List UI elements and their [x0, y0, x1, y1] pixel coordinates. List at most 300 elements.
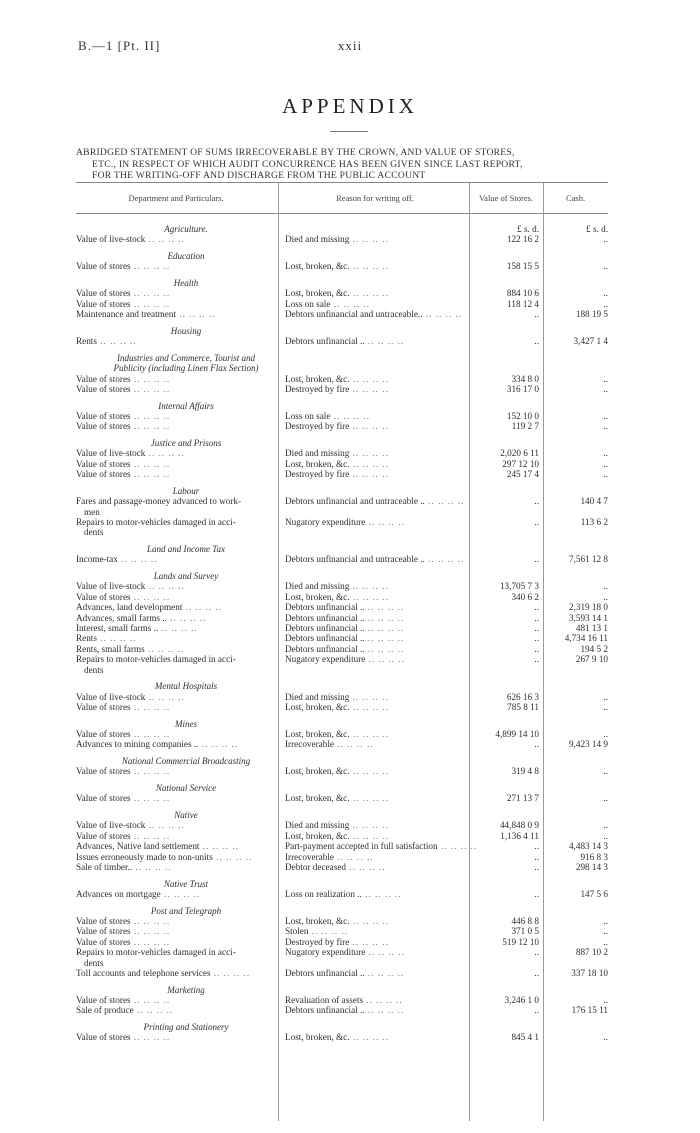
leader-dots: .. .. .. .. — [130, 261, 171, 272]
row-reason: Destroyed by fire .. .. .. .. — [285, 384, 389, 394]
row-particulars: Sale of timber.. .. .. .. .. — [76, 862, 172, 872]
leader-dots: .. .. .. .. — [130, 916, 171, 926]
row-particulars: Value of stores .. .. .. .. — [76, 995, 171, 1005]
row-reason: Nugatory expenditure .. .. .. .. — [285, 654, 405, 665]
row-particulars: Repairs to motor-vehicles damaged in acci- — [76, 517, 236, 527]
leader-dots: .. .. .. .. — [130, 766, 171, 777]
leader-dots: .. .. .. .. — [130, 288, 171, 299]
leader-dots: .. .. .. .. — [130, 298, 171, 309]
row-value-of-stores: .. — [534, 1005, 539, 1016]
leader-dots: .. .. .. .. — [364, 623, 405, 633]
leader-dots: .. .. .. .. — [349, 691, 389, 702]
row-value-of-stores: .. — [534, 643, 539, 654]
leader-dots: .. .. .. .. — [349, 288, 390, 299]
section-heading: Mental Hospitals — [154, 681, 218, 692]
leader-dots: .. .. .. .. — [130, 936, 171, 947]
row-cash: .. — [603, 421, 608, 432]
leader-dots: .. .. .. .. — [333, 851, 374, 862]
leader-dots: .. .. .. .. — [133, 1005, 174, 1016]
row-particulars: Interest, small farms .. .. .. .. .. — [76, 623, 198, 633]
section-heading: Health — [173, 278, 199, 288]
leader-dots: .. .. .. .. — [176, 309, 216, 320]
row-particulars: Income-tax .. .. .. .. — [76, 554, 158, 565]
leader-dots: .. .. .. .. — [130, 995, 171, 1005]
leader-dots: .. .. .. .. — [349, 469, 389, 480]
row-reason: Lost, broken, &c. .. .. .. .. — [285, 916, 390, 926]
leader-dots: .. .. .. .. — [130, 373, 171, 384]
leader-dots: .. .. .. .. — [330, 298, 370, 309]
row-reason: Debtors unfinancial .. .. .. .. .. — [285, 968, 405, 978]
row-value-of-stores: 158 15 5 — [506, 261, 539, 272]
row-cash: 9,423 14 9 — [568, 739, 608, 750]
leader-dots: .. .. .. .. — [349, 936, 389, 947]
leader-dots: .. .. .. .. — [130, 384, 171, 394]
row-reason: Destroyed by fire .. .. .. .. — [285, 421, 389, 432]
leader-dots: .. .. .. .. — [145, 691, 185, 702]
row-value-of-stores: 13,705 7 3 — [499, 581, 539, 592]
row-cash: .. — [603, 691, 608, 702]
leader-dots: .. .. .. .. — [308, 926, 349, 937]
row-reason: Loss on sale .. .. .. .. — [285, 298, 370, 309]
row-value-of-stores: .. — [534, 496, 539, 507]
leader-dots: .. .. .. .. — [333, 739, 374, 750]
leader-dots: .. .. .. .. — [349, 421, 389, 432]
row-cash: .. — [603, 298, 608, 309]
leader-dots: .. .. .. .. — [130, 729, 171, 739]
row-value-of-stores: .. — [534, 968, 539, 978]
row-reason: Irrecoverable .. .. .. .. — [285, 739, 374, 750]
leader-dots: .. .. .. .. — [210, 968, 251, 978]
row-value-of-stores: 319 4 8 — [511, 766, 539, 777]
section-heading: Labour — [172, 485, 200, 496]
leader-dots: .. .. .. .. — [130, 411, 171, 421]
row-particulars: Value of live-stock .. .. .. .. — [76, 820, 185, 831]
row-particulars: Rents .. .. .. .. — [76, 633, 137, 644]
leader-dots: .. .. .. .. — [96, 336, 137, 347]
row-cash: 3,427 1 4 — [573, 336, 608, 347]
leader-dots: .. .. .. .. — [130, 458, 171, 469]
row-reason: Lost, broken, &c. .. .. .. .. — [285, 288, 390, 299]
leader-dots: .. .. .. .. — [424, 554, 465, 565]
leader-dots: .. .. .. .. — [364, 612, 405, 623]
leader-dots: .. .. .. .. — [145, 448, 185, 459]
row-particulars: Repairs to motor-vehicles damaged in acci- — [76, 654, 236, 665]
row-particulars: Value of stores .. .. .. .. — [76, 702, 171, 712]
row-particulars: Value of stores .. .. .. .. — [76, 793, 171, 804]
row-cash: 3,593 14 1 — [568, 612, 608, 623]
row-particulars: Issues erroneously made to non-units .. .. .. .. — [76, 851, 253, 862]
leader-dots: .. .. .. .. — [330, 411, 370, 421]
row-reason: Lost, broken, &c. .. .. .. .. — [285, 591, 390, 602]
section-heading: Native Trust — [163, 878, 209, 889]
leader-dots: .. .. .. .. — [166, 612, 207, 623]
section-heading: Publicity (including Linen Flax Section) — [113, 363, 259, 374]
leader-dots: .. .. .. .. — [182, 602, 222, 613]
section-heading: National Service — [155, 783, 217, 793]
row-value-of-stores: 122 16 2 — [506, 234, 539, 245]
leader-dots: .. .. .. .. — [349, 793, 390, 804]
row-value-of-stores: .. — [534, 336, 539, 347]
section-heading: Printing and Stationery — [143, 1022, 229, 1032]
leader-dots: .. .. .. .. — [130, 702, 171, 712]
row-reason: Debtors unfinancial and untraceable.. .. .. .. .. — [285, 309, 463, 320]
column-header-reason: Reason for writing off. — [336, 193, 414, 203]
row-cash: 147 5 6 — [580, 889, 608, 899]
row-value-of-stores: 446 8 8 — [511, 916, 539, 926]
row-cash: .. — [603, 820, 608, 831]
leader-dots: .. .. .. .. — [364, 336, 405, 347]
row-value-of-stores: .. — [534, 889, 539, 899]
row-particulars: Rents, small farms .. .. .. .. — [76, 643, 185, 654]
leader-dots: .. .. .. .. — [349, 261, 390, 272]
row-cash: 140 4 7 — [580, 496, 608, 507]
row-cash: .. — [603, 729, 608, 739]
row-value-of-stores: .. — [534, 633, 539, 644]
leader-dots: .. .. .. .. — [364, 643, 405, 654]
row-particulars: Value of stores .. .. .. .. — [76, 384, 171, 394]
row-reason: Nugatory expenditure .. .. .. .. — [285, 947, 405, 958]
row-particulars: Value of stores .. .. .. .. — [76, 926, 171, 937]
row-particulars: Sale of produce .. .. .. .. — [76, 1005, 174, 1016]
row-reason: Destroyed by fire .. .. .. .. — [285, 469, 389, 480]
row-value-of-stores: 297 12 10 — [502, 458, 539, 469]
row-value-of-stores: 334 8 0 — [511, 373, 539, 384]
row-particulars: Value of live-stock .. .. .. .. — [76, 448, 185, 459]
section-heading: Education — [167, 251, 205, 261]
row-particulars: Value of live-stock .. .. .. .. — [76, 691, 185, 702]
row-value-of-stores: 316 17 0 — [506, 384, 539, 394]
row-cash: 337 18 10 — [571, 968, 608, 978]
leader-dots: .. .. .. .. — [130, 793, 171, 804]
row-cash: .. — [603, 261, 608, 272]
row-particulars-continued: men — [84, 506, 100, 517]
row-reason: Died and missing .. .. .. .. — [285, 820, 389, 831]
row-reason: Lost, broken, &c. .. .. .. .. — [285, 261, 390, 272]
row-cash: 267 9 10 — [575, 654, 608, 665]
row-particulars: Maintenance and treatment .. .. .. .. — [76, 309, 216, 320]
row-particulars: Value of stores .. .. .. .. — [76, 916, 171, 926]
row-reason: Died and missing .. .. .. .. — [285, 448, 389, 459]
leader-dots: .. .. .. .. — [437, 841, 478, 852]
row-reason: Debtors unfinancial .. .. .. .. .. — [285, 1005, 405, 1016]
leader-dots: .. .. .. .. — [349, 830, 390, 841]
row-reason: Lost, broken, &c. .. .. .. .. — [285, 766, 390, 777]
row-cash: .. — [603, 234, 608, 245]
row-value-of-stores: .. — [534, 602, 539, 613]
row-value-of-stores: 884 10 6 — [506, 288, 539, 299]
row-particulars: Value of stores .. .. .. .. — [76, 373, 171, 384]
row-cash: 176 15 11 — [571, 1005, 608, 1016]
column-header-stores: Value of Stores. — [478, 193, 534, 203]
row-reason: Debtors unfinancial and untraceable .. .. .. .. .. — [285, 554, 465, 565]
section-heading: Native — [174, 810, 198, 820]
row-cash: .. — [603, 411, 608, 421]
row-particulars: Repairs to motor-vehicles damaged in acci- — [76, 947, 236, 958]
leader-dots: .. .. .. .. — [349, 448, 389, 459]
row-reason: Lost, broken, &c. .. .. .. .. — [285, 373, 390, 384]
section-heading: Lands and Survey — [153, 571, 219, 581]
row-reason: Destroyed by fire .. .. .. .. — [285, 936, 389, 947]
section-heading: Agriculture. — [164, 224, 208, 234]
leader-dots: .. .. .. .. — [198, 739, 239, 750]
row-reason: Died and missing .. .. .. .. — [285, 691, 389, 702]
leader-dots: .. .. .. .. — [349, 820, 389, 831]
leader-dots: .. .. .. .. — [363, 995, 403, 1005]
row-reason: Lost, broken, &c. .. .. .. .. — [285, 793, 390, 804]
row-value-of-stores: .. — [534, 554, 539, 565]
row-cash: .. — [603, 581, 608, 592]
row-reason: Died and missing .. .. .. .. — [285, 581, 389, 592]
row-reason: Nugatory expenditure .. .. .. .. — [285, 517, 405, 527]
leader-dots: .. .. .. .. — [349, 1032, 390, 1043]
row-cash: 887 10 2 — [575, 947, 608, 958]
row-particulars: Advances to mining companies .. .. .. .. .. — [76, 739, 239, 750]
row-value-of-stores: .. — [534, 862, 539, 872]
row-value-of-stores: 1,136 4 11 — [500, 830, 539, 841]
row-particulars: Fares and passage-money advanced to work- — [76, 496, 242, 507]
row-value-of-stores: 4,899 14 10 — [495, 729, 539, 739]
leader-dots: .. .. .. .. — [145, 581, 185, 592]
row-particulars: Value of stores .. .. .. .. — [76, 936, 171, 947]
leader-dots: .. .. .. .. — [345, 862, 386, 872]
section-heading: Land and Income Tax — [147, 544, 225, 554]
row-value-of-stores: .. — [534, 654, 539, 665]
row-cash: .. — [603, 384, 608, 394]
row-reason: Revaluation of assets .. .. .. .. — [285, 995, 403, 1005]
row-value-of-stores: 271 13 7 — [506, 793, 539, 804]
row-particulars: Value of stores .. .. .. .. — [76, 766, 171, 777]
leader-dots: .. .. .. .. — [364, 602, 405, 613]
row-cash: 7,561 12 8 — [568, 554, 608, 565]
row-cash: .. — [603, 916, 608, 926]
row-value-of-stores: .. — [534, 623, 539, 633]
statement-heading-line-1: ABRIDGED STATEMENT OF SUMS IRRECOVERABLE BY THE CROWN, AND VALUE OF STORES, — [76, 147, 515, 158]
leader-dots: .. .. .. .. — [130, 591, 171, 602]
row-particulars: Toll accounts and telephone services .. .. .. .. — [76, 968, 251, 978]
running-header-reference: B.—1 [Pt. II] — [78, 38, 161, 53]
row-value-of-stores: 245 17 4 — [506, 469, 539, 480]
leader-dots: .. .. .. .. — [422, 309, 463, 320]
row-cash: 4,734 16 11 — [564, 633, 608, 644]
stores-units: £ s. d. — [517, 224, 539, 234]
leader-dots: .. .. .. .. — [160, 889, 201, 899]
leader-dots: .. .. .. .. — [132, 862, 172, 872]
row-particulars: Value of stores .. .. .. .. — [76, 458, 171, 469]
row-particulars: Value of stores .. .. .. .. — [76, 1032, 171, 1043]
statement-heading-line-2: ETC., IN RESPECT OF WHICH AUDIT CONCURRENCE HAS BEEN GIVEN SINCE LAST REPORT, — [92, 158, 523, 170]
row-reason: Irrecoverable .. .. .. .. — [285, 851, 374, 862]
leader-dots: .. .. .. .. — [364, 968, 405, 978]
leader-dots: .. .. .. .. — [212, 851, 253, 862]
row-cash: .. — [603, 936, 608, 947]
section-heading: Industries and Commerce, Tourist and — [116, 352, 256, 363]
leader-dots: .. .. .. .. — [349, 373, 390, 384]
column-divider-2 — [469, 183, 470, 1121]
statement-heading-line-3: FOR THE WRITING-OFF AND DISCHARGE FROM THE PUBLIC ACCOUNT — [92, 170, 426, 181]
row-particulars: Value of stores .. .. .. .. — [76, 469, 171, 480]
row-value-of-stores: 845 4 1 — [511, 1032, 539, 1043]
row-cash: 188 19 5 — [575, 309, 608, 320]
row-cash: .. — [603, 926, 608, 937]
leader-dots: .. .. .. .. — [349, 458, 390, 469]
leader-dots: .. .. .. .. — [117, 554, 158, 565]
row-cash: .. — [603, 1032, 608, 1043]
row-cash: 113 6 2 — [580, 517, 608, 527]
row-reason: Part-payment accepted in full satisfaction .. .. .. .. — [285, 841, 478, 852]
row-particulars: Value of stores .. .. .. .. — [76, 591, 171, 602]
leader-dots: .. .. .. .. — [349, 234, 389, 245]
row-particulars: Value of live-stock .. .. .. .. — [76, 234, 185, 245]
row-reason: Debtors unfinancial .. .. .. .. .. — [285, 602, 405, 613]
row-cash: 194 5 2 — [580, 643, 608, 654]
column-header-department: Department and Particulars. — [128, 193, 224, 203]
row-value-of-stores: 785 8 11 — [507, 702, 539, 712]
row-particulars: Value of stores .. .. .. .. — [76, 261, 171, 272]
leader-dots: .. .. .. .. — [199, 841, 240, 852]
leader-dots: .. .. .. .. — [424, 496, 465, 507]
row-cash: 298 14 3 — [575, 862, 608, 872]
row-reason: Debtors unfinancial and untraceable .. .. .. .. .. — [285, 496, 465, 507]
section-heading: Mines — [175, 718, 197, 729]
column-header-cash: Cash. — [565, 193, 586, 203]
row-cash: .. — [603, 469, 608, 480]
row-cash: .. — [603, 288, 608, 299]
row-value-of-stores: .. — [534, 517, 539, 527]
page-number: xxii — [337, 38, 363, 53]
row-value-of-stores: .. — [534, 739, 539, 750]
row-reason: Stolen .. .. .. .. — [285, 926, 349, 937]
row-value-of-stores: .. — [534, 851, 539, 862]
row-particulars: Value of stores .. .. .. .. — [76, 421, 171, 432]
section-heading: National Commercial Broadcasting — [121, 756, 251, 766]
leader-dots: .. .. .. .. — [365, 654, 405, 665]
title-divider — [330, 131, 368, 132]
row-value-of-stores: .. — [534, 841, 539, 852]
leader-dots: .. .. .. .. — [130, 469, 171, 480]
row-cash: 4,483 14 3 — [568, 841, 608, 852]
row-cash: 2,319 18 0 — [568, 602, 608, 613]
row-value-of-stores: 340 6 2 — [511, 591, 539, 602]
row-cash: .. — [603, 830, 608, 841]
leader-dots: .. .. .. .. — [144, 643, 185, 654]
section-heading: Housing — [170, 325, 202, 336]
leader-dots: .. .. .. .. — [361, 889, 402, 899]
row-particulars: Value of stores .. .. .. .. — [76, 729, 171, 739]
row-reason: Lost, broken, &c. .. .. .. .. — [285, 458, 390, 469]
leader-dots: .. .. .. .. — [349, 581, 389, 592]
leader-dots: .. .. .. .. — [349, 766, 390, 777]
row-value-of-stores: 3,246 1 0 — [504, 995, 539, 1005]
row-particulars: Value of stores .. .. .. .. — [76, 830, 171, 841]
row-reason: Loss on sale .. .. .. .. — [285, 411, 370, 421]
row-value-of-stores: 152 10 0 — [506, 411, 539, 421]
row-particulars: Rents .. .. .. .. — [76, 336, 137, 347]
row-value-of-stores: 118 12 4 — [507, 298, 539, 309]
row-particulars: Value of stores .. .. .. .. — [76, 288, 171, 299]
row-reason: Debtors unfinancial .. .. .. .. .. — [285, 633, 405, 644]
statement-heading — [76, 147, 624, 182]
row-reason: Lost, broken, &c. .. .. .. .. — [285, 1032, 390, 1043]
row-value-of-stores: 626 16 3 — [506, 691, 539, 702]
row-particulars: Advances on mortgage .. .. .. .. — [76, 889, 201, 899]
row-cash: .. — [603, 373, 608, 384]
row-particulars: Value of live-stock .. .. .. .. — [76, 581, 185, 592]
row-particulars: Value of stores .. .. .. .. — [76, 411, 171, 421]
leader-dots: .. .. .. .. — [130, 926, 171, 937]
row-particulars: Advances, Native land settlement .. .. .. .. — [76, 841, 240, 852]
row-cash: .. — [603, 995, 608, 1005]
row-cash: .. — [603, 448, 608, 459]
row-value-of-stores: 519 12 10 — [502, 936, 539, 947]
leader-dots: .. .. .. .. — [349, 591, 390, 602]
row-value-of-stores: 371 0 5 — [511, 926, 539, 937]
row-value-of-stores: 119 2 7 — [511, 421, 539, 432]
leader-dots: .. .. .. .. — [130, 1032, 171, 1043]
row-value-of-stores: .. — [534, 612, 539, 623]
leader-dots: .. .. .. .. — [349, 702, 390, 712]
row-reason: Lost, broken, &c. .. .. .. .. — [285, 830, 390, 841]
row-value-of-stores: .. — [534, 309, 539, 320]
section-heading: Post and Telegraph — [150, 905, 222, 916]
leader-dots: .. .. .. .. — [158, 623, 198, 633]
row-value-of-stores: 44,848 0 9 — [499, 820, 539, 831]
cash-units: £ s. d. — [586, 224, 608, 234]
row-particulars: Advances, small farms .. .. .. .. .. — [76, 612, 207, 623]
row-cash: .. — [603, 591, 608, 602]
leader-dots: .. .. .. .. — [364, 633, 405, 644]
row-particulars-continued: dents — [84, 957, 104, 968]
leader-dots: .. .. .. .. — [130, 830, 171, 841]
row-reason: Loss on realization .. .. .. .. .. — [285, 889, 402, 899]
row-cash: 481 13 1 — [575, 623, 608, 633]
page-title: APPENDIX — [282, 94, 418, 118]
row-reason: Debtors unfinancial .. .. .. .. .. — [285, 336, 405, 347]
leader-dots: .. .. .. .. — [365, 947, 405, 958]
section-heading: Justice and Prisons — [150, 438, 222, 448]
row-value-of-stores: 2,020 6 11 — [500, 448, 539, 459]
row-particulars: Value of stores .. .. .. .. — [76, 298, 171, 309]
leader-dots: .. .. .. .. — [365, 517, 405, 527]
row-cash: 916 8 3 — [580, 851, 608, 862]
row-cash: .. — [603, 702, 608, 712]
row-cash: .. — [603, 458, 608, 469]
leader-dots: .. .. .. .. — [145, 820, 185, 831]
row-particulars-continued: dents — [84, 527, 104, 538]
leader-dots: .. .. .. .. — [145, 234, 185, 245]
leader-dots: .. .. .. .. — [364, 1005, 405, 1016]
leader-dots: .. .. .. .. — [96, 633, 137, 644]
row-reason: Debtors unfinancial .. .. .. .. .. — [285, 623, 405, 633]
row-reason: Debtors unfinancial .. .. .. .. .. — [285, 643, 405, 654]
leader-dots: .. .. .. .. — [349, 729, 390, 739]
row-particulars-continued: dents — [84, 664, 104, 675]
row-cash: .. — [603, 766, 608, 777]
row-reason: Debtors unfinancial .. .. .. .. .. — [285, 612, 405, 623]
row-cash: .. — [603, 793, 608, 804]
row-reason: Debtor deceased .. .. .. .. — [285, 862, 386, 872]
row-value-of-stores: .. — [534, 947, 539, 958]
section-heading: Internal Affairs — [158, 400, 214, 411]
row-particulars: Advances, land development .. .. .. .. — [76, 602, 222, 613]
column-divider-1 — [278, 183, 279, 1121]
leader-dots: .. .. .. .. — [349, 384, 389, 394]
row-reason: Lost, broken, &c. .. .. .. .. — [285, 729, 390, 739]
row-reason: Died and missing .. .. .. .. — [285, 234, 389, 245]
section-heading: Marketing — [167, 984, 205, 995]
leader-dots: .. .. .. .. — [130, 421, 171, 432]
row-reason: Lost, broken, &c. .. .. .. .. — [285, 702, 390, 712]
leader-dots: .. .. .. .. — [349, 916, 390, 926]
